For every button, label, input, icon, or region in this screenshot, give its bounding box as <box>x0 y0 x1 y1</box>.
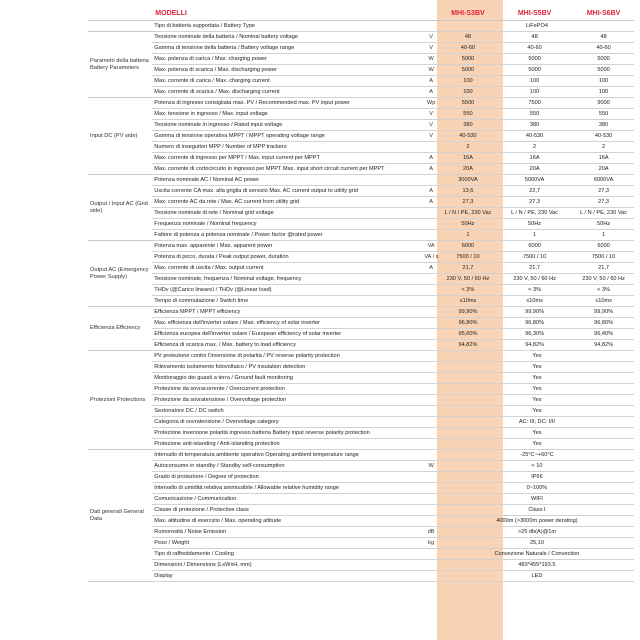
spec-value: L / N / PE, 230 Vac <box>440 208 496 219</box>
spec-value: 21,7 <box>573 263 634 274</box>
spec-row <box>88 340 634 351</box>
spec-value: 550 <box>573 109 634 120</box>
spec-value: < 3% <box>440 285 496 296</box>
parameter-label: Tensione nominale della batteria / Nominal battery voltage <box>152 32 422 43</box>
parameter-label: PV protezione contro l'inversione di polarità / PV reverse polarity protection <box>152 351 422 362</box>
spec-row <box>88 406 634 417</box>
parameter-label: Efficienza di scarica max. / Max. battery to load efficiency <box>152 340 422 351</box>
spec-row <box>88 32 634 43</box>
spec-value: L / N / PE, 230 Vac <box>496 208 573 219</box>
parameter-label: Monitoraggio dei guasti a terra / Ground fault monitoring <box>152 373 422 384</box>
spec-value: Yes <box>440 406 634 417</box>
spec-value: 6000 <box>573 241 634 252</box>
spec-value: 50Hz <box>496 219 573 230</box>
spec-value: 6000VA <box>573 175 634 186</box>
spec-value: 7500 / 10 <box>496 252 573 263</box>
spec-row <box>88 362 634 373</box>
spec-value: 48 <box>440 32 496 43</box>
spec-value: 483*455*193.5 <box>440 560 634 571</box>
spec-value: 3000VA <box>440 175 496 186</box>
spec-value: 40-60 <box>440 43 496 54</box>
model-header: MHI-S6BV <box>573 7 634 21</box>
spec-row <box>88 439 634 450</box>
spec-value: 1 <box>573 230 634 241</box>
spec-value: 94,82% <box>496 340 573 351</box>
spec-body <box>88 21 634 582</box>
unit-label <box>422 472 440 483</box>
parameter-label: Categoria di sovratensione / Overvoltage category <box>152 417 422 428</box>
spec-value: 22,7 <box>496 186 573 197</box>
section-label: Output AC (Emergency Power Supply) <box>88 241 152 307</box>
parameter-label: Efficienza europea dell'inverter solare / European efficiency of solar inverter <box>152 329 422 340</box>
spec-row <box>88 164 634 175</box>
spec-value: ≤10ms <box>440 296 496 307</box>
spec-value: ≤10ms <box>496 296 573 307</box>
unit-label: A <box>422 87 440 98</box>
unit-label: A <box>422 186 440 197</box>
spec-value: 96,80% <box>496 318 573 329</box>
parameter-label: THDv (@Carico lineare) / THDv (@Linear load) <box>152 285 422 296</box>
spec-value: LiFePO4 <box>440 21 634 32</box>
spec-value: 40-530 <box>496 131 573 142</box>
parameter-label: Max. corrente di scarica / Max. discharging current <box>152 87 422 98</box>
parameter-label: Tipo di batteria supportata / Battery Type <box>152 21 422 32</box>
parameter-label: Comunicazione / Communication <box>152 494 422 505</box>
unit-label: W <box>422 54 440 65</box>
spec-value: 20A <box>496 164 573 175</box>
spec-row <box>88 351 634 362</box>
unit-label <box>422 384 440 395</box>
spec-value: 100 <box>440 76 496 87</box>
spec-value: 6000 <box>440 241 496 252</box>
unit-label <box>422 428 440 439</box>
parameter-label: Max. corrente di carica / Max. charging current <box>152 76 422 87</box>
spec-row <box>88 142 634 153</box>
spec-value: 230 V, 50 / 60 Hz <box>573 274 634 285</box>
parameter-label: Protezione da sovratensione / Overvoltage protection <box>152 395 422 406</box>
header-row <box>88 7 634 21</box>
spec-value: 99,90% <box>573 307 634 318</box>
spec-value: 96,80% <box>440 318 496 329</box>
spec-row <box>88 296 634 307</box>
parameter-label: Peso / Weight <box>152 538 422 549</box>
spec-value: 7500 <box>496 98 573 109</box>
unit-label <box>422 395 440 406</box>
spec-row <box>88 538 634 549</box>
spec-row <box>88 472 634 483</box>
spec-row <box>88 307 634 318</box>
spec-value: Yes <box>440 362 634 373</box>
spec-value: 5000VA <box>496 175 573 186</box>
unit-label: V <box>422 131 440 142</box>
parameter-label: Tensione nominale, frequenza / Nominal voltage, frequency <box>152 274 422 285</box>
spec-value: Yes <box>440 373 634 384</box>
spec-value: 380 <box>440 120 496 131</box>
unit-label <box>422 494 440 505</box>
spec-value: 50Hz <box>573 219 634 230</box>
spec-value: 0~100% <box>440 483 634 494</box>
unit-label: A <box>422 153 440 164</box>
spec-row <box>88 21 634 32</box>
spec-value: 1 <box>440 230 496 241</box>
spec-value: 7500 / 10 <box>573 252 634 263</box>
unit-label <box>422 373 440 384</box>
spec-row <box>88 175 634 186</box>
spec-value: 7500 / 10 <box>440 252 496 263</box>
spec-value: 99,90% <box>496 307 573 318</box>
brand-label: MODELLI <box>152 7 422 21</box>
unit-label <box>422 417 440 428</box>
spec-value: Yes <box>440 439 634 450</box>
parameter-label: Fattore di potenza a potenza nominale / Power factor @rated power <box>152 230 422 241</box>
parameter-label: Max. altitudine di esercizio / Max. operating altitude <box>152 516 422 527</box>
spec-value: 40-530 <box>573 131 634 142</box>
spec-value: Class I <box>440 505 634 516</box>
spec-value: 5000 <box>573 54 634 65</box>
parameter-label: Max. corrente AC da rete / Max. AC current from utility grid <box>152 197 422 208</box>
spec-row <box>88 131 634 142</box>
spec-row <box>88 197 634 208</box>
spec-value: 2 <box>496 142 573 153</box>
spec-value: 27,3 <box>440 197 496 208</box>
spec-value: 5000 <box>573 65 634 76</box>
spec-value: 380 <box>496 120 573 131</box>
unit-label: kg <box>422 538 440 549</box>
spec-row <box>88 186 634 197</box>
parameter-label: Potenza nominale AC / Nominal AC power <box>152 175 422 186</box>
spec-table <box>88 7 634 582</box>
parameter-label: Dimensioni / Dimensions (LxWxH, mm) <box>152 560 422 571</box>
unit-label <box>422 571 440 582</box>
unit-label <box>422 450 440 461</box>
unit-label: A <box>422 76 440 87</box>
unit-label <box>422 362 440 373</box>
spec-value: 27,3 <box>573 197 634 208</box>
spec-value: 5000 <box>496 54 573 65</box>
spec-value: 94,82% <box>573 340 634 351</box>
spec-value: 50Hz <box>440 219 496 230</box>
parameter-label: Tensione nominale di rete / Nominal grid voltage <box>152 208 422 219</box>
spec-row <box>88 373 634 384</box>
unit-label: A <box>422 263 440 274</box>
unit-label <box>422 516 440 527</box>
spec-value: -25°C~+60°C <box>440 450 634 461</box>
spec-row <box>88 461 634 472</box>
spec-row <box>88 384 634 395</box>
spec-value: Yes <box>440 384 634 395</box>
parameter-label: Numero di inseguitori MPP / Number of MPP trackers <box>152 142 422 153</box>
spec-row <box>88 43 634 54</box>
spec-value: < 10 <box>440 461 634 472</box>
spec-value: 550 <box>440 109 496 120</box>
spec-row <box>88 274 634 285</box>
parameter-label: Gamma di tensione della batteria / Battery voltage range <box>152 43 422 54</box>
spec-value: 5000 <box>440 65 496 76</box>
parameter-label: Classe di protezione / Protective class <box>152 505 422 516</box>
unit-label <box>422 307 440 318</box>
spec-value: 1 <box>496 230 573 241</box>
spec-value: 5000 <box>440 54 496 65</box>
spec-row <box>88 120 634 131</box>
unit-label: VA <box>422 241 440 252</box>
spec-value: AC: III; DC: I/II <box>440 417 634 428</box>
unit-label <box>422 351 440 362</box>
unit-label <box>422 340 440 351</box>
parameter-label: Display <box>152 571 422 582</box>
spec-value: < 3% <box>573 285 634 296</box>
spec-value: IP66 <box>440 472 634 483</box>
spec-value: 2 <box>573 142 634 153</box>
spec-row <box>88 263 634 274</box>
spec-row <box>88 450 634 461</box>
spec-value: 100 <box>573 87 634 98</box>
spec-row <box>88 109 634 120</box>
unit-label <box>422 142 440 153</box>
unit-label: A <box>422 164 440 175</box>
spec-value: 48 <box>496 32 573 43</box>
spec-row <box>88 417 634 428</box>
parameter-label: Uscita corrente CA max. alla griglia di servizio Max. AC current output to utility grid <box>152 186 422 197</box>
spec-row <box>88 571 634 582</box>
spec-value: Yes <box>440 395 634 406</box>
unit-label <box>422 329 440 340</box>
spec-row <box>88 560 634 571</box>
spec-value: 21,7 <box>440 263 496 274</box>
spec-value: 4000m (>3000m power derating) <box>440 516 634 527</box>
unit-label: V <box>422 120 440 131</box>
unit-label <box>422 406 440 417</box>
spec-row <box>88 329 634 340</box>
parameter-label: Frequenza nominale / Nominal frequency <box>152 219 422 230</box>
unit-label <box>422 439 440 450</box>
parameter-label: Tempo di commutazione / Switch time <box>152 296 422 307</box>
unit-label: A <box>422 197 440 208</box>
parameter-label: Max. corrente di ingresso per MPPT / Max. input current per MPPT <box>152 153 422 164</box>
spec-value: 40-60 <box>573 43 634 54</box>
parameter-label: Potenza di ingresso consigliata max. PV / Recommended max. PV input power <box>152 98 422 109</box>
section-label <box>88 21 152 32</box>
unit-label: dB <box>422 527 440 538</box>
unit-label <box>422 318 440 329</box>
spec-row <box>88 241 634 252</box>
spec-value: 25,10 <box>440 538 634 549</box>
spec-value: 16A <box>573 153 634 164</box>
unit-label <box>422 21 440 32</box>
unit-label <box>422 208 440 219</box>
spec-row <box>88 76 634 87</box>
spec-row <box>88 219 634 230</box>
spec-row <box>88 153 634 164</box>
unit-label <box>422 560 440 571</box>
parameter-label: Protezione da sovracorrente / Overcurrent protection <box>152 384 422 395</box>
unit-label <box>422 285 440 296</box>
model-header: MHI-S3BV <box>440 7 496 21</box>
parameter-label: Potenza di picco, durata / Peak output power, duration <box>152 252 422 263</box>
unit-label: V <box>422 43 440 54</box>
spec-row <box>88 395 634 406</box>
unit-label: W <box>422 65 440 76</box>
parameter-label: Rilevamento isolamento fotovoltaico / PV insulation detection <box>152 362 422 373</box>
parameter-label: Tensione nominale in ingresso / Rated input voltage <box>152 120 422 131</box>
spec-row <box>88 285 634 296</box>
spec-row <box>88 505 634 516</box>
spec-value: 99,90% <box>440 307 496 318</box>
unit-label <box>422 274 440 285</box>
unit-label <box>422 549 440 560</box>
spec-row <box>88 428 634 439</box>
spec-value: L / N / PE, 230 Vac <box>573 208 634 219</box>
spec-row <box>88 208 634 219</box>
spec-value: 550 <box>496 109 573 120</box>
parameter-label: Max. efficienza dell'inverter solare / Max. efficiency of solar inverter <box>152 318 422 329</box>
spec-row <box>88 318 634 329</box>
spec-value: 2 <box>440 142 496 153</box>
spec-value: 9000 <box>573 98 634 109</box>
spec-value: WIFI <box>440 494 634 505</box>
spec-value: 100 <box>496 87 573 98</box>
unit-label <box>422 483 440 494</box>
spec-value: 27,3 <box>573 186 634 197</box>
spec-value: 5500 <box>440 98 496 109</box>
spec-value: 96,80% <box>573 318 634 329</box>
spec-value: >25 db(A)@1m <box>440 527 634 538</box>
spec-value: 13,6 <box>440 186 496 197</box>
unit-label <box>422 219 440 230</box>
section-label: Parametri della batteria Battery Parameters <box>88 32 152 98</box>
unit-label <box>422 175 440 186</box>
spec-value: 21,7 <box>496 263 573 274</box>
spec-value: 5000 <box>496 65 573 76</box>
spec-value: Yes <box>440 351 634 362</box>
unit-label: V <box>422 32 440 43</box>
spec-value: 230 V, 50 / 60 Hz <box>496 274 573 285</box>
spec-row <box>88 549 634 560</box>
spec-row <box>88 516 634 527</box>
parameter-label: Max. corrente di uscita / Max. output current <box>152 263 422 274</box>
parameter-label: Grado di protezione / Degree of protection <box>152 472 422 483</box>
parameter-label: Sezionatore DC / DC switch <box>152 406 422 417</box>
spec-row <box>88 252 634 263</box>
spec-row <box>88 54 634 65</box>
section-label: Protezioni Protections <box>88 351 152 450</box>
unit-label: Wp <box>422 98 440 109</box>
spec-value: 230 V, 50 / 60 Hz <box>440 274 496 285</box>
spec-row <box>88 65 634 76</box>
spec-value: 6000 <box>496 241 573 252</box>
unit-label: W <box>422 461 440 472</box>
spec-value: 96,30% <box>496 329 573 340</box>
spec-value: LED <box>440 571 634 582</box>
spec-value: 100 <box>573 76 634 87</box>
spec-row <box>88 527 634 538</box>
parameter-label: Rumorosità / Noise Emission <box>152 527 422 538</box>
spec-value: 40-60 <box>496 43 573 54</box>
spec-value: 380 <box>573 120 634 131</box>
spec-row <box>88 98 634 109</box>
parameter-label: Intervallo di umidità relativa ammissibile / Allowable relative humidity range <box>152 483 422 494</box>
spec-value: 100 <box>496 76 573 87</box>
spec-value: 100 <box>440 87 496 98</box>
spec-value: 48 <box>573 32 634 43</box>
unit-label <box>422 296 440 307</box>
section-label: Efficienza Efficiency <box>88 307 152 351</box>
spec-value: < 3% <box>496 285 573 296</box>
model-header: MHI-S5BV <box>496 7 573 21</box>
spec-row <box>88 87 634 98</box>
section-label: Output / Input AC (Grid side) <box>88 175 152 241</box>
spec-value: 16A <box>496 153 573 164</box>
parameter-label: Tipo di raffreddamento / Cooling <box>152 549 422 560</box>
spec-row <box>88 494 634 505</box>
spec-value: 20A <box>573 164 634 175</box>
spec-value: 94,82% <box>440 340 496 351</box>
spec-row <box>88 230 634 241</box>
unit-label: VA / s <box>422 252 440 263</box>
parameter-label: Autoconsumo in standby / Standby self-consumption <box>152 461 422 472</box>
spec-value: 16A <box>440 153 496 164</box>
spec-value: ≤10ms <box>573 296 634 307</box>
parameter-label: Gamma di tensione operativa MPPT / MPPT operating voltage range <box>152 131 422 142</box>
spec-value: 40-530 <box>440 131 496 142</box>
parameter-label: Protezione inversione polarità ingresso batteria Battery input reverse polarity protection <box>152 428 422 439</box>
spec-value: 95,60% <box>440 329 496 340</box>
unit-label <box>422 230 440 241</box>
parameter-label: Max. corrente di cortocircuito in ingresso per MPPT Max. input short circuit current per MPPT <box>152 164 422 175</box>
unit-label <box>422 505 440 516</box>
section-label: Input DC (PV side) <box>88 98 152 175</box>
section-label: Dati generali General Data <box>88 450 152 582</box>
parameter-label: Max. potenza di scarica / Max. discharging power <box>152 65 422 76</box>
parameter-label: Potenza max. apparente / Max. apparent power <box>152 241 422 252</box>
parameter-label: Max. potenza di carica / Max. charging power <box>152 54 422 65</box>
parameter-label: Intervallo di temperatura ambiente operativo Operating ambient temperature range <box>152 450 422 461</box>
unit-label: V <box>422 109 440 120</box>
parameter-label: Protezione anti-islanding / Anti-islanding protection <box>152 439 422 450</box>
spec-row <box>88 483 634 494</box>
parameter-label: Max. tensione in ingresso / Max. input voltage <box>152 109 422 120</box>
spec-value: 27,3 <box>496 197 573 208</box>
spec-value: Yes <box>440 428 634 439</box>
spec-value: Convezione Naturale / Convection <box>440 549 634 560</box>
spec-value: 96,40% <box>573 329 634 340</box>
parameter-label: Efficienza MPPT / MPPT efficiency <box>152 307 422 318</box>
spec-value: 20A <box>440 164 496 175</box>
